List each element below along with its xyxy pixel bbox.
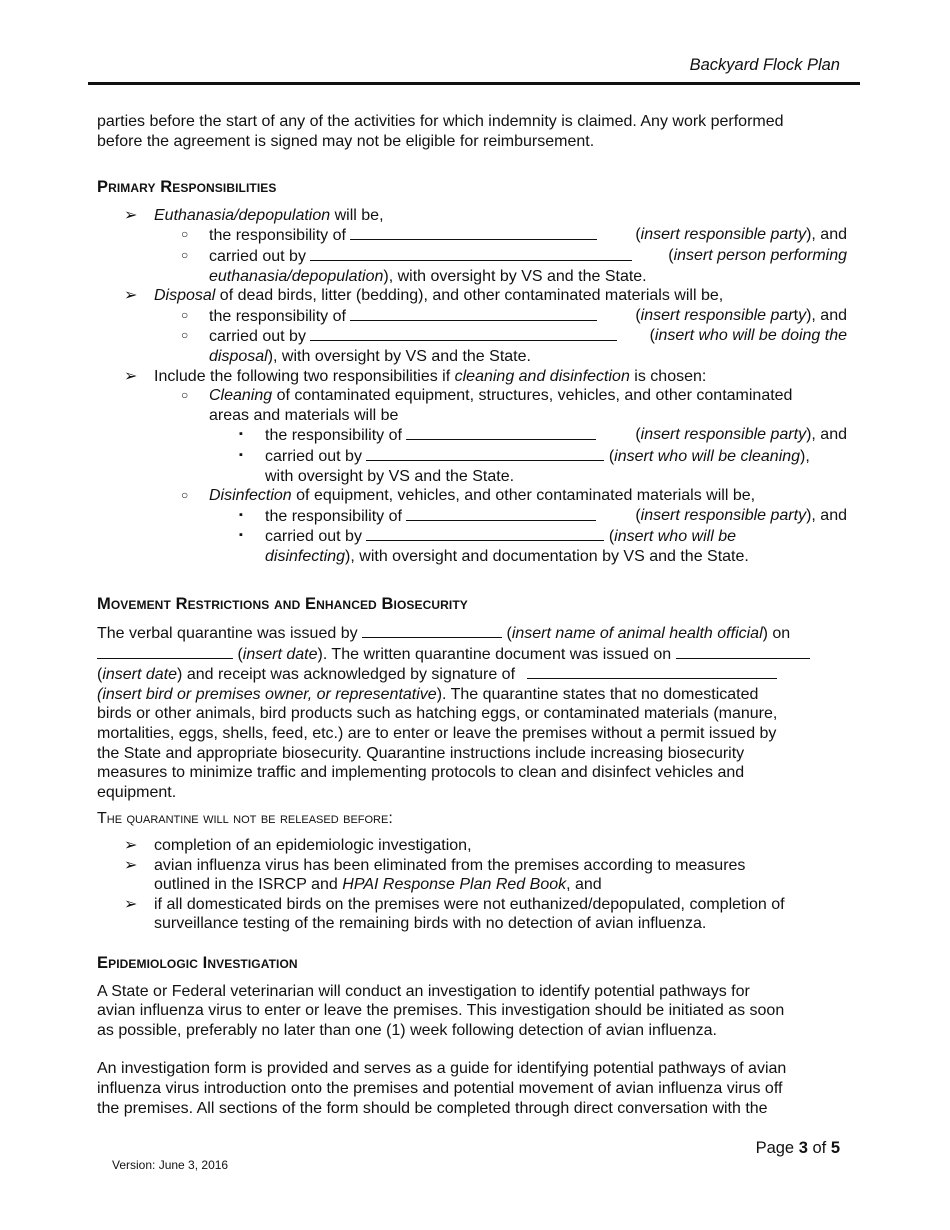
- bullet-euthanasia: ➢ Euthanasia/depopulation will be,: [124, 206, 384, 224]
- arrow-bullet-icon: ➢: [124, 367, 138, 385]
- square-bullet-icon: ▪: [239, 448, 243, 461]
- signature-blank[interactable]: [527, 664, 777, 679]
- circle-bullet-icon: ○: [181, 488, 189, 503]
- intro-line: before the agreement is signed may not be eligible for reimbursement.: [97, 132, 595, 150]
- arrow-bullet-icon: ➢: [124, 287, 138, 305]
- circle-bullet-icon: ○: [181, 328, 189, 343]
- page-number: Page 3 of 5: [755, 1139, 840, 1157]
- quarantine-paragraph: The verbal quarantine was issued by (insert name of animal health official) on (insert date). The written quarantine document was issued on (insert date) and receipt was acknowledged by signature of (insert bird or premises owner, or representative). The quarantine states that no domesticated birds or other animals, bird products such as hatching eggs, or contaminated materials (manure, mortalities, eggs, shells, feed, etc.) are to enter or leave the premises without a permit issued by the State and appropriate biosecurity. Quarantine instructions include increasing biosecurity measures to minimize traffic and implementing protocols to clean and disinfect vehicles and equipment.: [97, 623, 847, 802]
- sub-sub-item-responsibility: ▪ the responsibility of (insert responsible party), and: [239, 426, 847, 445]
- sub-item-responsibility: ○ the responsibility of (insert responsible party), and: [181, 306, 847, 325]
- responsible-party-blank[interactable]: [406, 506, 596, 521]
- release-conditions-heading: The quarantine will not be released before:: [97, 810, 393, 828]
- release-condition-item: ➢ if all domesticated birds on the premises were not euthanized/depopulated, completion of surveillance testing of the remaining birds with no detection of avian influenza.: [124, 895, 785, 933]
- sub-sub-item-continuation: disinfecting), with oversight and documentation by VS and the State.: [265, 547, 749, 565]
- verbal-date-blank[interactable]: [97, 644, 233, 659]
- epi-paragraph-2: An investigation form is provided and serves as a guide for identifying potential pathways of avian influenza virus introduction onto the premises and potential movement of avian influenza virus off the premises. All sections of the form should be completed through direct conversation with the: [97, 1060, 787, 1117]
- sub-item-disinfection: ○ Disinfection of equipment, vehicles, and other contaminated materials will be,: [181, 487, 756, 505]
- release-condition-item: ➢ avian influenza virus has been eliminated from the premises according to measures outlined in the ISRCP and HPAI Response Plan Red Book, and: [124, 856, 746, 894]
- responsible-party-blank[interactable]: [350, 306, 597, 321]
- sub-item-carried-out: ○ carried out by (insert who will be doing the: [181, 327, 847, 346]
- cleaner-blank[interactable]: [366, 446, 604, 461]
- sub-sub-item-carried-out: ▪ carried out by (insert who will be cleaning),: [239, 447, 810, 465]
- sub-sub-item-responsibility: ▪ the responsibility of (insert responsible party), and: [239, 506, 847, 525]
- bullet-cleaning-disinfection: ➢ Include the following two responsibilities if cleaning and disinfection is chosen:: [124, 367, 707, 385]
- sub-item-continuation: areas and materials will be: [209, 406, 399, 424]
- sub-sub-item-carried-out: ▪ carried out by (insert who will be: [239, 528, 736, 546]
- official-name-blank[interactable]: [362, 623, 502, 638]
- disinfector-blank[interactable]: [366, 526, 604, 541]
- responsible-party-blank[interactable]: [406, 425, 596, 440]
- primary-responsibilities-heading: Primary Responsibilities: [97, 178, 277, 197]
- performer-blank[interactable]: [310, 246, 632, 261]
- disposer-blank[interactable]: [310, 326, 617, 341]
- arrow-bullet-icon: ➢: [124, 895, 138, 913]
- intro-line: parties before the start of any of the activities for which indemnity is claimed. Any work performed: [97, 113, 784, 130]
- written-date-blank[interactable]: [676, 644, 810, 659]
- page-body: [97, 112, 847, 1118]
- bullet-disposal: ➢ Disposal of dead birds, litter (bedding), and other contaminated materials will be,: [124, 287, 724, 305]
- sub-sub-item-continuation: with oversight by VS and the State.: [265, 467, 515, 485]
- square-bullet-icon: ▪: [239, 428, 243, 441]
- release-condition-item: ➢ completion of an epidemiologic investigation,: [124, 837, 472, 854]
- responsible-party-blank[interactable]: [350, 225, 597, 240]
- movement-restrictions-heading: Movement Restrictions and Enhanced Biosecurity: [97, 595, 468, 614]
- sub-item-continuation: disposal), with oversight by VS and the State.: [209, 347, 531, 365]
- sub-item-continuation: euthanasia/depopulation), with oversight by VS and the State.: [209, 267, 647, 285]
- arrow-bullet-icon: ➢: [124, 837, 138, 854]
- square-bullet-icon: ▪: [239, 508, 243, 521]
- epi-paragraph-1: A State or Federal veterinarian will conduct an investigation to identify potential pathways for avian influenza virus to enter or leave the premises. This investigation should be initiated as soon as possible, preferably no later than one (1) week following detection of avian influenza.: [97, 982, 785, 1039]
- epidemiologic-investigation-heading: Epidemiologic Investigation: [97, 953, 298, 972]
- version-date: Version: June 3, 2016: [112, 1158, 229, 1172]
- circle-bullet-icon: ○: [181, 227, 189, 242]
- square-bullet-icon: ▪: [239, 529, 243, 542]
- running-header-title: Backyard Flock Plan: [689, 56, 840, 74]
- arrow-bullet-icon: ➢: [124, 856, 138, 874]
- circle-bullet-icon: ○: [181, 307, 189, 322]
- arrow-bullet-icon: ➢: [124, 206, 138, 224]
- sub-item-responsibility: ○ the responsibility of (insert responsible party), and: [181, 226, 847, 245]
- sub-item-cleaning: ○ Cleaning of contaminated equipment, structures, vehicles, and other contaminated: [181, 387, 793, 405]
- header-rule: [88, 82, 860, 85]
- circle-bullet-icon: ○: [181, 247, 189, 262]
- sub-item-carried-out: ○ carried out by (insert person performing: [181, 246, 847, 265]
- circle-bullet-icon: ○: [181, 388, 189, 403]
